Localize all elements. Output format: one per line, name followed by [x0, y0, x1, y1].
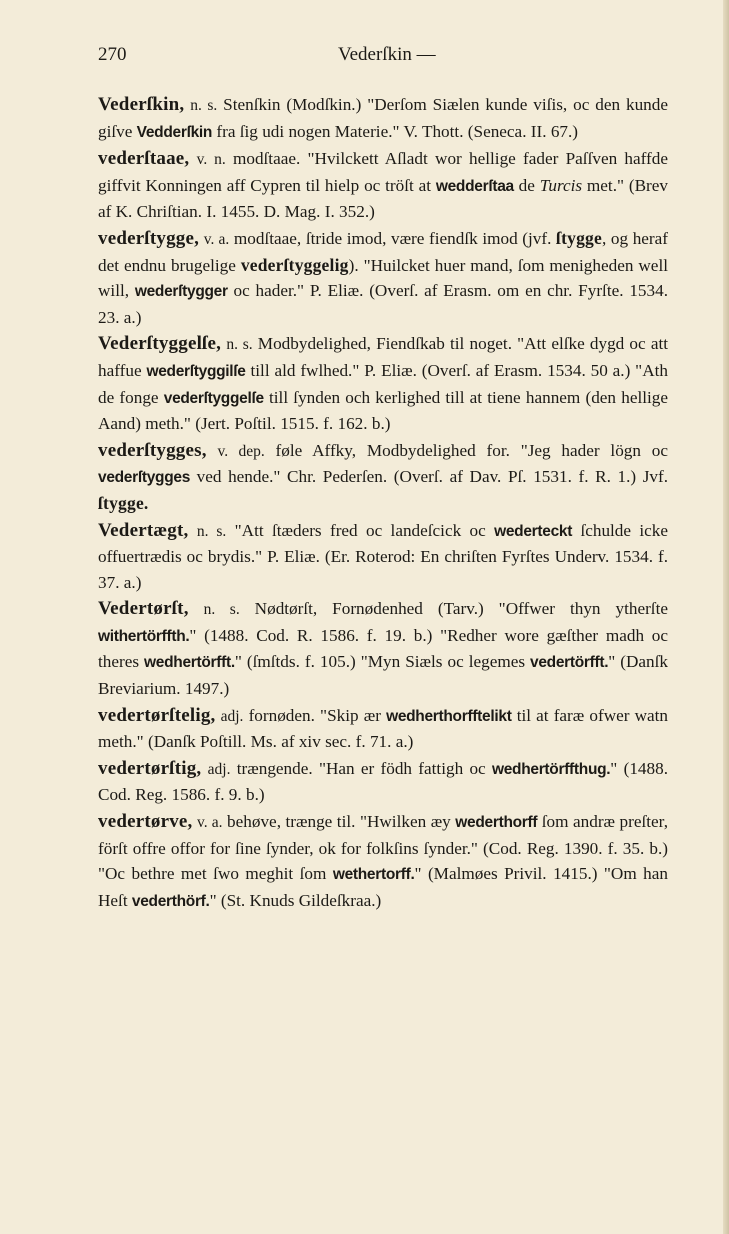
dictionary-entries	[98, 92, 668, 915]
dictionary-entry	[98, 809, 668, 914]
cross-reference: ſtygge.	[98, 492, 149, 513]
entry-text: føle Affky, Modbydelighed for. "Jeg hader lögn oc	[264, 440, 669, 460]
entry-text: " (Malmøes Privil. 1415.) "Om han Heſt	[98, 864, 668, 910]
quoted-form: Vedderſkin	[136, 123, 213, 141]
quoted-form: wedherthorfftelikt	[386, 707, 512, 725]
entry-text: ved hende." Chr. Pederſen. (Overſ. af Dav. Pſ. 1531. f. R. 1.) Jvf.	[190, 467, 668, 487]
cross-reference: vederſtyggelig	[240, 254, 349, 275]
headword: Vederſtyggelſe,	[98, 333, 222, 355]
headword: vedertørſtig,	[98, 757, 202, 779]
entry-text: ſchulde icke offuertrædis oc brydis." P. Eliæ. (Er. Roterod: En chriſten Fyrſtes Underv. 1534. f. 37. a.)	[98, 520, 669, 592]
entry-text: Stenſkin (Modſkin.) "Derſom Siælen kunde viſis, oc den kunde giſve	[98, 95, 668, 141]
entry-text: ). "Huilcket huer mand, ſom menigheden well will,	[98, 255, 668, 301]
grammar-label: n. s.	[190, 97, 218, 114]
entry-text: modſtaae. "Hvilckett Aſladt wor hellige fader Paſſven haffde giffvit Konningen aff Cypren til hielp oc tröſt at	[98, 149, 669, 195]
quoted-form: withertörffth.	[98, 627, 190, 645]
entry-text: de	[513, 175, 540, 195]
entry-text: " (St. Knuds Gildeſkraa.)	[209, 890, 382, 910]
entry-text: oc hader." P. Eliæ. (Overſ. af Erasm. om en chr. Fyrſte. 1534. 23. a.)	[98, 281, 668, 327]
page-header	[98, 44, 668, 74]
quoted-form: wederſtygger	[134, 283, 228, 301]
headword: vedertørve,	[98, 811, 193, 833]
page-edge	[723, 0, 729, 1234]
dictionary-entry	[98, 92, 668, 145]
quoted-form: vederſtyggelſe	[163, 389, 264, 407]
entry-text: fra ſig udi nogen Materie." V. Thott. (Seneca. II. 67.)	[212, 121, 579, 141]
grammar-label: n. s.	[203, 601, 240, 619]
quoted-form: wedhertörffthug.	[491, 760, 611, 778]
entry-text: till ald fwlhed." P. Eliæ. (Overſ. af Erasm. 1534. 50 a.) "Ath de fonge	[98, 360, 668, 407]
quoted-form: vedertörfft.	[530, 654, 609, 672]
grammar-label: v. a.	[203, 230, 230, 248]
page-number: 270	[98, 44, 127, 65]
grammar-label: adj.	[220, 707, 244, 725]
entry-text: till ſynden och kerlighed till at tiene hannem (den hellige Aand) meth." (Jert. Poſtil. 1515. f. 162. b.)	[98, 387, 668, 434]
grammar-label: n. s.	[196, 522, 227, 540]
entry-text: Nødtørſt, Fornødenhed (Tarv.) "Offwer thyn ytherſte	[239, 599, 668, 619]
dictionary-entry	[98, 756, 668, 808]
quoted-form: vederthörf.	[131, 892, 210, 910]
entry-text: " (1488. Cod. Reg. 1586. f. 9. b.)	[98, 758, 668, 805]
headword: Vederſkin,	[98, 94, 185, 115]
quoted-form: wederthorff	[455, 814, 538, 832]
headword: Vedertægt,	[98, 519, 189, 541]
quoted-form: wederteckt	[494, 522, 573, 540]
entry-text: , og heraf det endnu brugelige	[98, 228, 669, 275]
quoted-form: wederſtyggilſe	[146, 362, 246, 380]
entry-text: til at faræ ofwer watn meth." (Danſk Poſtill. Ms. af xiv sec. f. 71. a.)	[98, 705, 669, 752]
quoted-form: vederſtygges	[98, 469, 191, 487]
entry-text: Modbydelighed, Fiendſkab til noget. "Att elſke dygd oc att haffue	[98, 334, 669, 380]
entry-text: trængende. "Han er födh fattigh oc	[230, 758, 492, 778]
dictionary-entry	[98, 438, 668, 517]
headword: vedertørſtelig,	[98, 704, 216, 726]
running-head: Vederſkin —	[338, 44, 436, 65]
italic-text: Turcis	[539, 175, 583, 195]
grammar-label: n. s.	[226, 336, 253, 354]
cross-reference: ſtygge	[556, 227, 602, 248]
headword: vederſtygges,	[98, 439, 207, 461]
dictionary-entry	[98, 596, 668, 701]
dictionary-entry	[98, 518, 668, 596]
quoted-form: wedderſtaa	[435, 177, 514, 195]
entry-text: modſtaae, ſtride imod, være fiendſk imod (jvf.	[229, 228, 557, 248]
grammar-label: v. dep.	[217, 442, 265, 460]
headword: vederſtaae,	[98, 148, 190, 170]
dictionary-entry	[98, 703, 668, 755]
entry-text: "Att ſtæders fred oc landeſcick oc	[226, 520, 495, 540]
entry-text: ſom andræ preſter, förſt offre offor for ſine ſynder, ok for folkſins ſynder." (Cod. Reg. 1390. f. 35. b.) "Oc bethre met ſwo meghit ſom	[98, 812, 669, 884]
dictionary-entry	[98, 331, 668, 436]
grammar-label: v. a.	[197, 814, 223, 832]
entry-text: fornøden. "Skip ær	[243, 705, 387, 725]
quoted-form: wedhertörfft.	[144, 654, 235, 672]
entry-text: met." (Brev af K. Chriſtian. I. 1455. D. Mag. I. 352.)	[98, 175, 668, 222]
entry-text: " (Danſk Breviarium. 1497.)	[98, 652, 668, 699]
entry-text: behøve, trænge til. "Hwilken æy	[222, 812, 456, 832]
grammar-label: adj.	[207, 760, 231, 778]
entry-text: " (ſmſtds. f. 105.) "Myn Siæls oc legemes	[234, 652, 531, 672]
dictionary-entry	[98, 226, 668, 330]
quoted-form: wethertorff.	[332, 866, 415, 884]
grammar-label: v. n.	[196, 151, 226, 169]
entry-text: " (1488. Cod. R. 1586. f. 19. b.) "Redher wore gæſther madh oc theres	[98, 625, 668, 672]
headword: Vedertørſt,	[98, 598, 189, 620]
headword: vederſtygge,	[98, 227, 200, 249]
dictionary-entry	[98, 146, 668, 225]
